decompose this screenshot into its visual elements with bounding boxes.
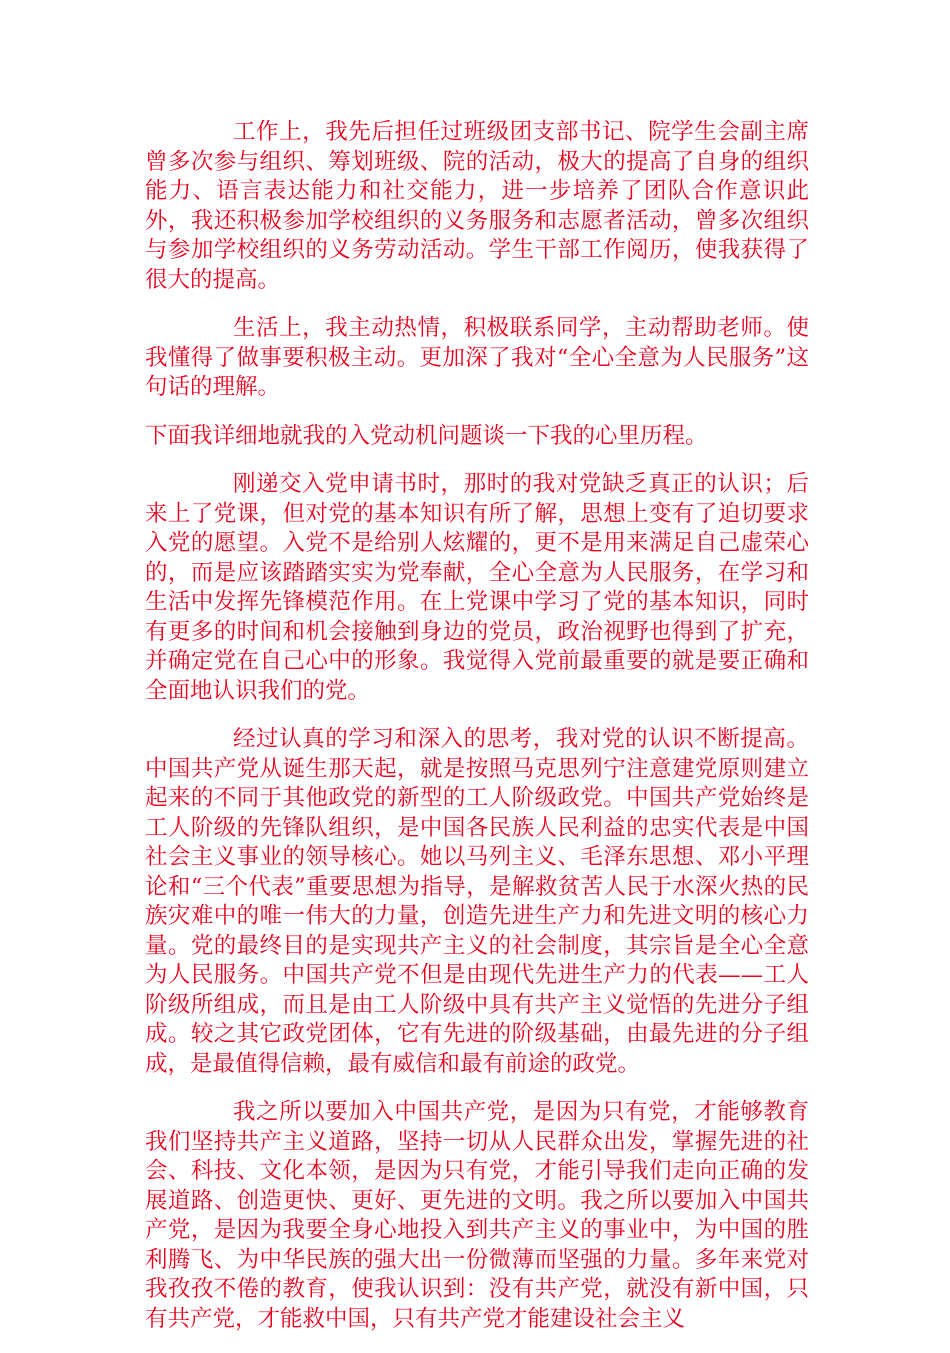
paragraph-understanding: 经过认真的学习和深入的思考，我对党的认识不断提高。中国共产党从诞生那天起，就是按照马克思列宁注意建党原则建立起来的不同于其他政党的新型的工人阶级政党。中国共产党始终是工人阶级的先锋队组织，是中国各民族人民利益的忠实代表是中国社会主义事业的领导核心。她以马列主义、毛泽东思想、邓小平理论和“三个代表”重要思想为指导，是解救贫苦人民于水深火热的民族灾难中的唯一伟大的力量，创造先进生产力和先进文明的核心力量。党的最终目的是实现共产主义的社会制度，其宗旨是全心全意为人民服务。中国共产党不但是由现代先进生产力的代表——工人阶级所组成，而且是由工人阶级中具有共产主义觉悟的先进分子组成。较之其它政党团体，它有先进的阶级基础，由最先进的分子组成，是最值得信赖，最有威信和最有前途的政党。 xyxy=(145,726,809,1077)
paragraph-motivation-intro: 下面我详细地就我的入党动机问题谈一下我的心里历程。 xyxy=(145,422,708,449)
paragraph-work: 工作上，我先后担任过班级团支部书记、院学生会副主席曾多次参与组织、筹划班级、院的活动，极大的提高了自身的组织能力、语言表达能力和社交能力，进一步培养了团队合作意识此外，我还积极参加学校组织的义务服务和志愿者活动，曾多次组织与参加学校组织的义务劳动活动。学生干部工作阅历，使我获得了很大的提高。 xyxy=(145,119,809,293)
paragraph-reason: 我之所以要加入中国共产党，是因为只有党，才能够教育我们坚持共产主义道路，坚持一切从人民群众出发，掌握先进的社会、科技、文化本领，是因为只有党，才能引导我们走向正确的发展道路、创造更快、更好、更先进的文明。我之所以要加入中国共产党，是因为我要全身心地投入到共产主义的事业中，为中国的胜利腾飞、为中华民族的强大出一份微薄而坚强的力量。多年来党对我孜孜不倦的教育，使我认识到：没有共产党，就没有新中国，只有共产党，才能救中国，只有共产党才能建设社会主义 xyxy=(145,1099,809,1332)
paragraph-application: 刚递交入党申请书时，那时的我对党缺乏真正的认识；后来上了党课，但对党的基本知识有所了解，思想上变有了迫切要求入党的愿望。入党不是给别人炫耀的，更不是用来满足自己虚荣心的，而是应该踏踏实实为党奉献，全心全意为人民服务，在学习和生活中发挥先锋模范作用。在上党课中学习了党的基本知识，同时有更多的时间和机会接触到身边的党员，政治视野也得到了扩充，并确定党在自己心中的形象。我觉得入党前最重要的就是要正确和全面地认识我们的党。 xyxy=(145,471,809,704)
document-page xyxy=(145,118,809,1353)
paragraph-life: 生活上，我主动热情，积极联系同学，主动帮助老师。使我懂得了做事要积极主动。更加深了我对“全心全意为人民服务”这句话的理解。 xyxy=(145,315,809,400)
